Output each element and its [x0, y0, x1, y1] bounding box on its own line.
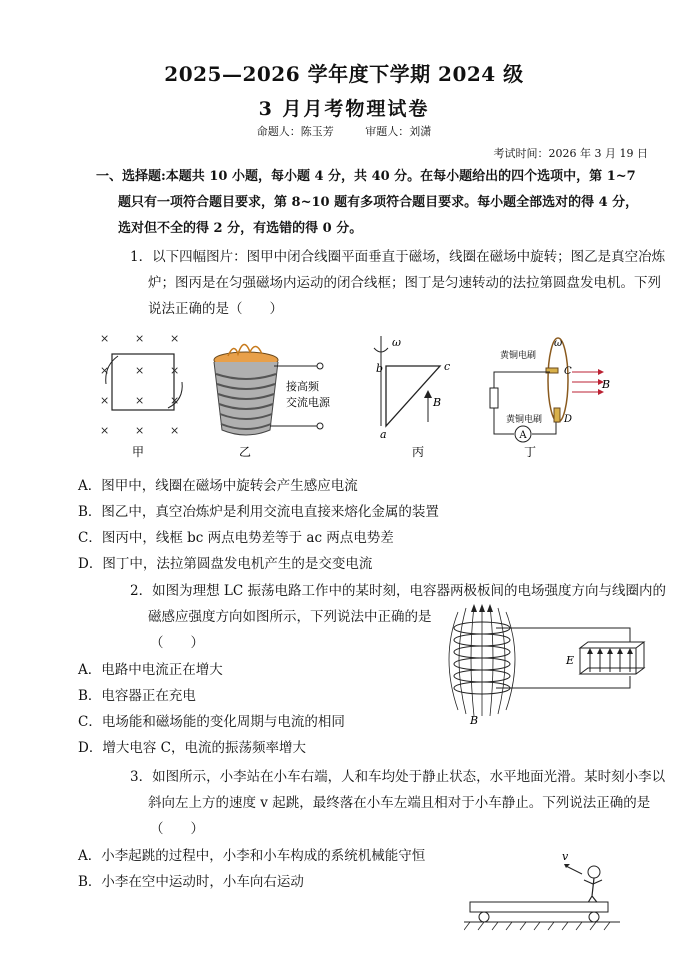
- v-label: v: [562, 850, 569, 863]
- triangle-frame: [386, 366, 440, 426]
- svg-text:×: ×: [100, 394, 110, 407]
- q3-option-b[interactable]: B．小李在空中运动时，小车向右运动: [78, 874, 304, 890]
- q3-option-a[interactable]: A．小李起跳的过程中，小李和小车构成的系统机械能守恒: [78, 848, 426, 864]
- svg-text:×: ×: [170, 364, 180, 377]
- q1-figures: [88, 326, 668, 464]
- svg-text:×: ×: [170, 332, 180, 345]
- field-arrowhead: [424, 390, 432, 398]
- svg-text:×: ×: [170, 394, 180, 407]
- cart-body: [470, 902, 608, 912]
- terminal-top: [317, 363, 323, 369]
- E-label: E: [566, 654, 575, 667]
- q3-line2: 斜向左上方的速度 v 起跳，最终落在小车左端且相对于小车静止。下列说法正确的是: [148, 795, 651, 811]
- authors-line: [0, 123, 688, 139]
- q1-option-d[interactable]: D．图丁中，法拉第圆盘发电机产生的是交变电流: [78, 556, 373, 572]
- figure-ding: [490, 338, 610, 459]
- label-jia: 甲: [131, 445, 145, 459]
- point-C: C: [564, 366, 572, 377]
- wire-bottom-q2: [496, 676, 630, 688]
- exam-time: 考试时间：2026 年 3 月 19 日: [493, 147, 648, 160]
- q3-line3: （ ）: [150, 821, 204, 837]
- svg-text:×: ×: [100, 424, 110, 437]
- exam-title: 2025—2026 学年度下学期 2024 级: [164, 62, 524, 86]
- point-a: a: [380, 428, 387, 441]
- omega-label-ding: ω: [554, 338, 563, 349]
- resistor: [490, 388, 498, 408]
- section1-line3: 选对但不全的得 2 分，有选错的得 0 分。: [118, 221, 363, 236]
- ground-hatch: [464, 922, 610, 930]
- label-ding: 丁: [523, 445, 537, 459]
- figure-yi: [214, 344, 331, 459]
- q2-option-d[interactable]: D．增大电容 C，电流的振荡频率增大: [78, 740, 306, 756]
- capacitor-top-plate: [580, 642, 644, 648]
- svg-text:×: ×: [100, 332, 110, 345]
- q3-cart-figure: [464, 846, 624, 932]
- field-arrowheads: [471, 604, 493, 612]
- magnetic-field-lines: [449, 606, 515, 716]
- q2-line3: （ ）: [150, 635, 204, 651]
- svg-text:×: ×: [135, 394, 145, 407]
- q3-line1: 3．如图所示，小李站在小车右端，人和车均处于静止状态，水平地面光滑。某时刻小李以: [130, 769, 666, 785]
- point-c: c: [444, 360, 451, 373]
- q2-line1: 2．如图为理想 LC 振荡电路工作中的某时刻，电容器两极板间的电场强度方向与线圈内的: [130, 583, 666, 599]
- B-label-q2: B: [470, 714, 479, 727]
- terminal-bottom: [317, 423, 323, 429]
- q1-option-b[interactable]: B．图乙中，真空冶炼炉是利用交流电直接来熔化金属的装置: [78, 504, 439, 520]
- wire-top-q2: [496, 628, 630, 642]
- omega-label: ω: [392, 336, 401, 349]
- source-label-1: 接高频: [286, 380, 319, 393]
- brush-bottom: [554, 408, 560, 422]
- q2-option-c[interactable]: C．电场能和磁场能的变化周期与电流的相同: [78, 714, 345, 730]
- q1-line3: 说法正确的是（ ）: [148, 301, 283, 317]
- point-b: b: [376, 362, 384, 375]
- q1-line2: 炉；图丙是在匀强磁场内运动的闭合线框；图丁是匀速转动的法拉第圆盘发电机。下列: [148, 275, 661, 291]
- q1-line1: 1．以下四幅图片：图甲中闭合线圈平面垂直于磁场，线圈在磁场中旋转；图乙是真空冶炼: [130, 249, 666, 265]
- exam-subtitle: 3 月月考物理试卷: [258, 98, 430, 120]
- q2-lc-figure: [440, 598, 650, 728]
- section1-line2: 题只有一项符合题目要求，第 8~10 题有多项符合题目要求。每小题全部选对的得 4 分，: [118, 195, 639, 210]
- B-label-ding: B: [602, 378, 611, 391]
- q1-option-c[interactable]: C．图丙中，线框 bc 两点电势差等于 ac 两点电势差: [78, 530, 394, 546]
- svg-text:×: ×: [135, 364, 145, 377]
- brush-bottom-label: 黄铜电刷: [506, 415, 543, 425]
- svg-text:×: ×: [170, 424, 180, 437]
- cart-wheel-right: [589, 912, 599, 922]
- label-yi: 乙: [238, 445, 252, 459]
- velocity-arrow: [566, 866, 582, 874]
- q2-line2: 磁感应强度方向如图所示，下列说法中正确的是: [148, 609, 432, 625]
- svg-text:×: ×: [100, 364, 110, 377]
- point-D: D: [564, 414, 573, 425]
- reviewer: 审题人：刘潇: [365, 125, 432, 138]
- label-bing: 丙: [411, 445, 425, 459]
- field-lines: [572, 372, 600, 392]
- section1-line1: 一、选择题:本题共 10 小题，每小题 4 分，共 40 分。在每小题给出的四个选项中，第 1~7: [96, 169, 636, 184]
- figure-bing: [374, 336, 450, 459]
- source-label-2: 交流电源: [286, 396, 330, 409]
- svg-text:×: ×: [135, 424, 145, 437]
- figure-jia: [100, 332, 182, 459]
- q2-option-a[interactable]: A．电路中电流正在增大: [78, 662, 223, 678]
- q1-option-a[interactable]: A．图甲中，线圈在磁场中旋转会产生感应电流: [78, 478, 358, 494]
- setter: 命题人：陈玉芳: [256, 125, 334, 138]
- field-label: B: [433, 396, 442, 409]
- person-head: [588, 866, 600, 878]
- ammeter-label: A: [519, 430, 527, 441]
- brush-top-label: 黄铜电刷: [500, 351, 537, 361]
- q2-option-b[interactable]: B．电容器正在充电: [78, 688, 196, 704]
- cart-wheel-left: [479, 912, 489, 922]
- svg-text:×: ×: [135, 332, 145, 345]
